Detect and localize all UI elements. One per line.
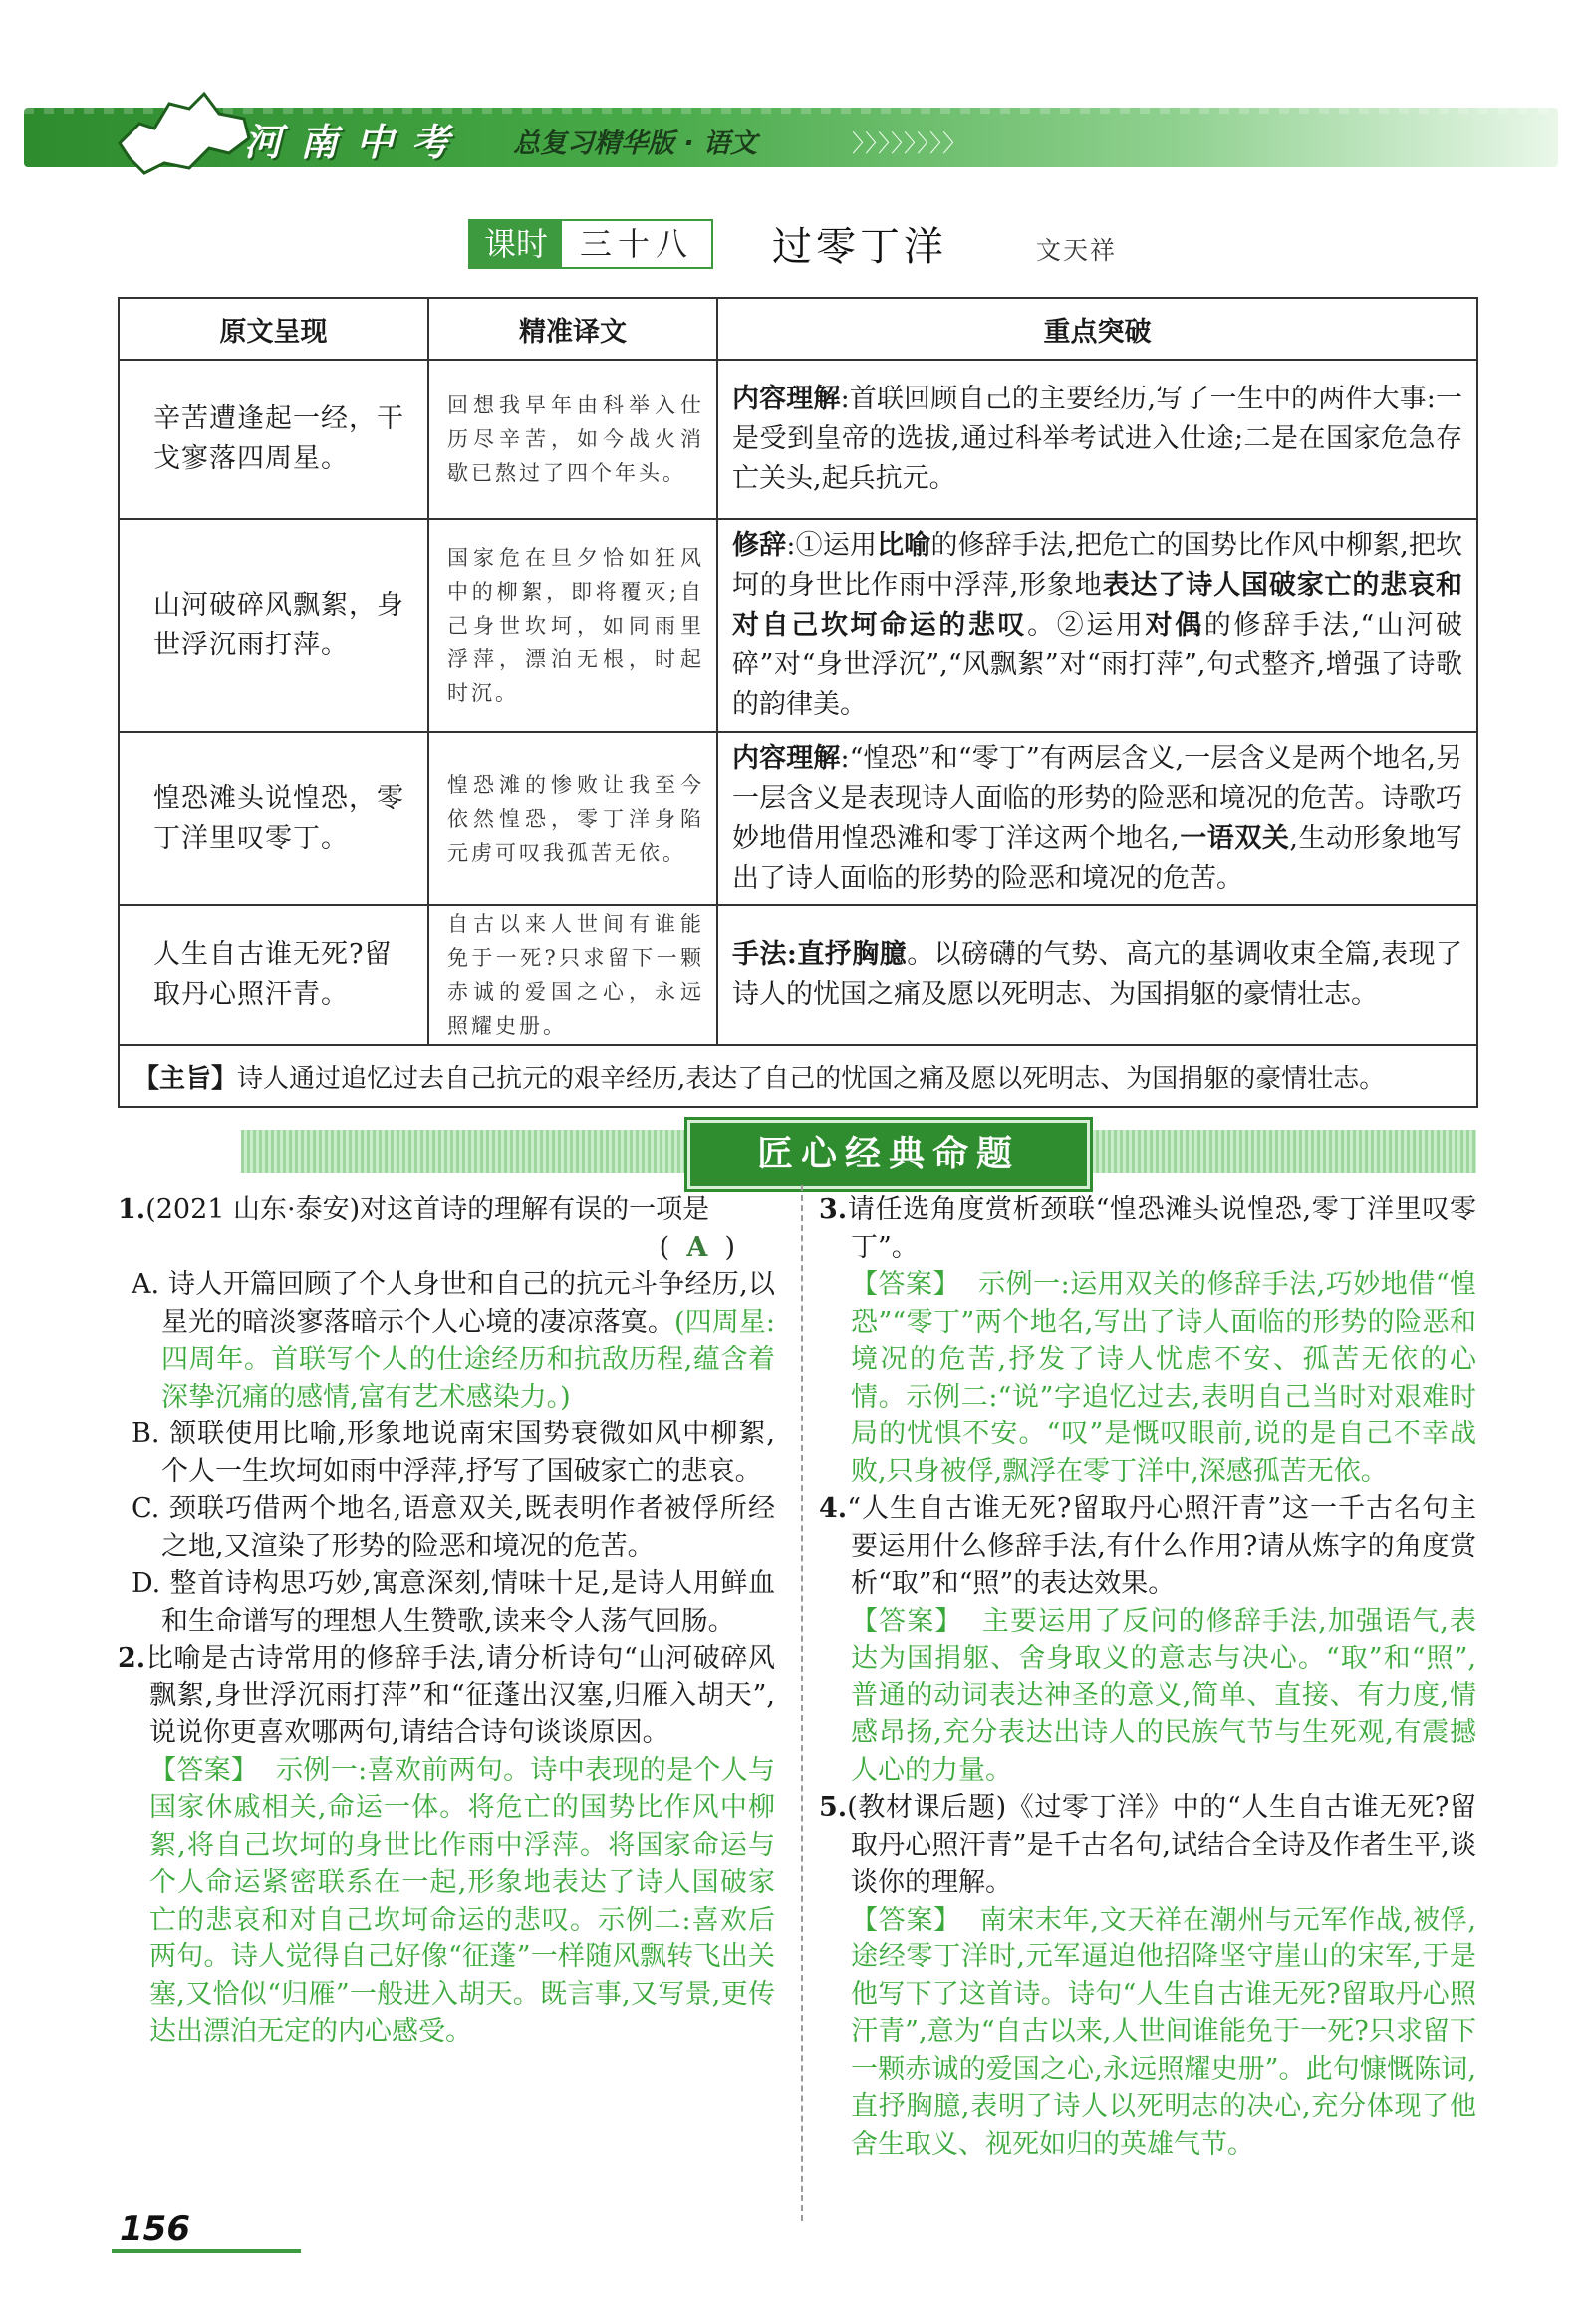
question-1	[118, 1191, 775, 1229]
answer-tag: 【答案】	[851, 1605, 963, 1637]
answer-tag: 【答案】	[851, 1269, 960, 1300]
question-number: 3.	[819, 1194, 848, 1225]
theme-row	[119, 1045, 1477, 1107]
theme-text: 诗人通过追忆过去自己抗元的艰辛经历,表达了自己的忧国之痛及愿以死明志、为国捐躯的豪情壮志。	[237, 1063, 1386, 1094]
question-stem: (2021 山东·泰安)对这首诗的理解有误的一项是	[145, 1194, 710, 1225]
poem-title: 过零丁洋	[772, 224, 947, 270]
page-number: 156	[120, 2209, 190, 2249]
focus-text: 。以磅礴的气势、高亢的基调收束全篇,表现了诗人的忧国之痛及愿以死明志、为国捐躯的豪情壮志。	[732, 939, 1462, 1010]
column-header: 重点突破	[717, 298, 1477, 360]
focus-label: 内容理解	[732, 743, 841, 774]
focus-keyword: 对偶	[1145, 610, 1204, 641]
focus-cell	[717, 519, 1477, 732]
focus-label: 修辞	[732, 530, 787, 561]
answer-tag: 【答案】	[149, 1754, 259, 1786]
answer-tag: 【答案】	[851, 1904, 961, 1936]
answer-choice	[118, 1229, 775, 1267]
focus-text: :“惶恐”和“零丁”有两层含义,一层含义是两个地名,另一层含义是表现诗人面临的形势的险恶和境况的危苦。诗歌巧妙地借用惶恐滩和零丁洋这两个地名,	[732, 743, 1463, 854]
series-subtitle: 总复习精华版 · 语文	[513, 129, 758, 159]
option-note: (四周星:四周年。首联写个人的仕途经历和抗敌历程,蕴含着深挚沉痛的感情,富有艺术感染力。)	[161, 1306, 775, 1413]
question-5	[819, 1789, 1476, 1902]
question-4	[819, 1490, 1476, 1603]
table-row	[119, 360, 1477, 519]
column-divider	[801, 1185, 803, 2221]
focus-text: :①运用	[786, 530, 878, 561]
question-3	[819, 1191, 1476, 1266]
question-number: 4.	[819, 1493, 848, 1524]
original-text: 人生自古谁无死?留取丹心照汗青。	[119, 905, 428, 1045]
focus-cell	[717, 905, 1477, 1045]
question-number: 2.	[118, 1643, 146, 1674]
choice-letter: A	[686, 1231, 708, 1263]
answer-text: 示例一:运用双关的修辞手法,巧妙地借“惶恐”“零丁”两个地名,写出了诗人面临的形势的险恶和境况的危苦,抒发了诗人忧虑不安、孤苦无依的心情。示例二:“说”字追忆过去,表明自己当时对艰难时局的忧惧不安。“叹”是慨叹眼前,说的是自己不幸战败,只身被俘,飘浮在零丁洋中,深感孤苦无依。	[851, 1269, 1477, 1487]
choice-close: )	[724, 1231, 735, 1263]
poem-author: 文天祥	[1036, 236, 1118, 265]
table-row	[119, 905, 1477, 1045]
lesson-tag: 课时	[470, 221, 562, 267]
option-a	[118, 1266, 775, 1416]
question-2	[118, 1640, 775, 1752]
focus-keyword: 一语双关	[1179, 823, 1290, 854]
henan-map-icon	[110, 84, 259, 183]
original-text: 山河破碎风飘絮，身世浮沉雨打萍。	[119, 519, 428, 732]
table-row	[119, 519, 1477, 732]
focus-keyword: 比喻	[877, 530, 931, 561]
lesson-label	[468, 219, 713, 269]
column-header: 精准译文	[428, 298, 717, 360]
original-text: 辛苦遭逢起一经，干戈寥落四周星。	[119, 360, 428, 519]
translation-text: 自古以来人世间有谁能免于一死?只求留下一颗赤诚的爱国之心，永远照耀史册。	[428, 905, 717, 1045]
focus-text: :首联回顾自己的主要经历,写了一生中的两件大事:一是受到皇帝的选拔,通过科举考试进入仕途;二是在国家危急存亡关头,起兵抗元。	[732, 384, 1463, 494]
banner-arrows: 〉〉〉〉〉〉〉〉	[852, 129, 967, 157]
question-stem: (教材课后题)《过零丁洋》中的“人生自古谁无死?留取丹心照汗青”是千古名句,试结合全诗及作者生平,谈谈你的理解。	[847, 1792, 1476, 1898]
theme-cell	[119, 1045, 1477, 1107]
answer-3	[819, 1266, 1476, 1490]
question-stem: 比喻是古诗常用的修辞手法,请分析诗句“山河破碎风飘絮,身世浮沉雨打萍”和“征蓬出汉塞,归雁入胡天”,说说你更喜欢哪两句,请结合诗句谈谈原因。	[145, 1643, 776, 1748]
translation-text: 国家危在旦夕恰如狂风中的柳絮，即将覆灭;自己身世坎坷，如同雨里浮萍，漂泊无根，时起时沉。	[428, 519, 717, 732]
focus-text: 的修辞手法,把危亡的国势比作风中柳絮,把坎坷的身世比作雨中浮萍,形象地	[732, 530, 1463, 601]
answer-2	[118, 1752, 775, 2051]
left-column	[118, 1191, 775, 2051]
option-text: 整首诗构思巧妙,寓意深刻,情味十足,是诗人用鲜血和生命谱写的理想人生赞歌,读来令人荡气回肠。	[161, 1568, 775, 1637]
focus-text: ,生动形象地写出了诗人面临的形势的险恶和境况的危苦。	[732, 823, 1462, 894]
table-row	[119, 732, 1477, 905]
choice-open: (	[659, 1231, 670, 1263]
answer-text: 主要运用了反问的修辞手法,加强语气,表达为国捐躯、舍身取义的意志与决心。“取”和“照”,普通的动词表达神圣的意义,简单、直接、有力度,情感昂扬,充分表达出诗人的民族气节与生死观,有震撼人心的力量。	[851, 1605, 1477, 1786]
translation-text: 回想我早年由科举入仕历尽辛苦，如今战火消歇已熬过了四个年头。	[428, 360, 717, 519]
option-text: 诗人开篇回顾了个人身世和自己的抗元斗争经历,以星光的暗淡寥落暗示个人心境的凄凉落寞。	[161, 1269, 775, 1338]
translation-text: 惶恐滩的惨败让我至今依然惶恐，零丁洋身陷元虏可叹我孤苦无依。	[428, 732, 717, 905]
page-number-underline	[112, 2249, 301, 2253]
answer-5	[819, 1902, 1476, 2164]
lesson-number: 三十八	[580, 225, 694, 263]
theme-label: 【主旨】	[133, 1063, 238, 1094]
option-label: D.	[132, 1568, 161, 1599]
question-number: 1.	[118, 1194, 146, 1225]
focus-cell	[717, 360, 1477, 519]
focus-text: 。②运用	[1027, 610, 1146, 641]
series-title: 河南中考	[244, 121, 468, 164]
question-number: 5.	[819, 1792, 848, 1823]
focus-label: 内容理解	[732, 384, 841, 414]
column-header: 原文呈现	[119, 298, 428, 360]
question-stem: 请任选角度赏析颈联“惶恐滩头说惶恐,零丁洋里叹零丁”。	[847, 1194, 1476, 1263]
option-label: A.	[132, 1269, 160, 1300]
focus-text: 的修辞手法,“山河破碎”对“身世浮沉”,“风飘絮”对“雨打萍”,句式整齐,增强了诗歌的韵律美。	[732, 610, 1463, 720]
answer-text: 示例一:喜欢前两句。诗中表现的是个人与国家休戚相关,命运一体。将危亡的国势比作风中柳絮,将自己坎坷的身世比作雨中浮萍。将国家命运与个人命运紧密联系在一起,形象地表达了诗人国破家亡的悲哀和对自己坎坷命运的悲叹。示例二:喜欢后两句。诗人觉得自己好像“征蓬”一样随风飘转飞出关塞,又恰似“归雁”一般进入胡天。既言事,又写景,更传达出漂泊无定的内心感受。	[149, 1754, 775, 2047]
option-c	[118, 1490, 775, 1565]
table-header-row	[119, 298, 1477, 360]
answer-4	[819, 1603, 1476, 1790]
section-heading	[687, 1120, 1090, 1189]
option-label: C.	[132, 1493, 160, 1524]
focus-cell	[717, 732, 1477, 905]
focus-keyword: 表达了诗人国破家亡的悲哀和对自己坎坷命运的悲叹	[732, 570, 1462, 641]
focus-label: 手法:直抒胸臆	[732, 939, 908, 970]
option-d	[118, 1565, 775, 1640]
section-title: 匠心经典命题	[756, 1134, 1020, 1174]
right-column	[819, 1191, 1476, 2163]
poem-analysis-table	[118, 297, 1478, 1108]
option-text: 颈联巧借两个地名,语意双关,既表明作者被俘所经之地,又渲染了形势的险恶和境况的危苦。	[161, 1493, 775, 1562]
original-text: 惶恐滩头说惶恐，零丁洋里叹零丁。	[119, 732, 428, 905]
answer-text: 南宋末年,文天祥在潮州与元军作战,被俘,途经零丁洋时,元军逼迫他招降坚守崖山的宋军,于是他写下了这首诗。诗句“人生自古谁无死?留取丹心照汗青”,意为“自古以来,人世间谁能免于一死?只求留下一颗赤诚的爱国之心,永远照耀史册”。此句慷慨陈词,直抒胸臆,表明了诗人以死明志的决心,充分体现了他舍生取义、视死如归的英雄气节。	[851, 1904, 1477, 2160]
option-label: B.	[132, 1419, 160, 1449]
option-b	[118, 1416, 775, 1490]
option-text: 颔联使用比喻,形象地说南宋国势衰微如风中柳絮,个人一生坎坷如雨中浮萍,抒写了国破家亡的悲哀。	[161, 1419, 775, 1487]
question-stem: “人生自古谁无死?留取丹心照汗青”这一千古名句主要运用什么修辞手法,有什么作用?请从炼字的角度赏析“取”和“照”的表达效果。	[847, 1493, 1476, 1599]
